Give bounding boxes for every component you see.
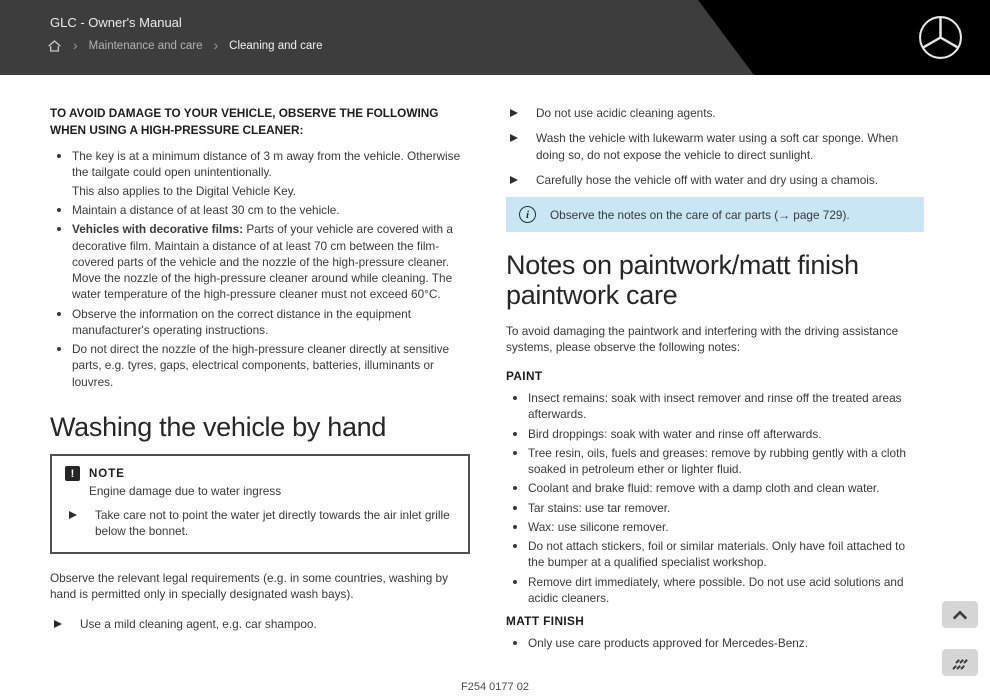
paintwork-intro-paragraph: To avoid damaging the paintwork and interfering with the driving assistance systems, please observe the following notes:	[506, 323, 899, 354]
scroll-to-top-button[interactable]	[942, 601, 978, 628]
list-item	[50, 221, 470, 302]
list-item	[506, 574, 924, 607]
chevron-right-icon: ›	[73, 37, 78, 53]
paint-bullet-list	[506, 390, 924, 606]
list-item	[50, 306, 470, 339]
legal-requirements-paragraph: Observe the relevant legal requirements (e.g. in some countries, washing by hand is permitted only in specially designated wash bays).	[50, 570, 449, 601]
list-item	[506, 635, 924, 651]
document-code: F254 0177 02	[461, 681, 529, 693]
list-item	[506, 519, 924, 535]
note-title: Engine damage due to water ingress	[89, 484, 282, 499]
instruction-item	[506, 172, 924, 188]
breadcrumb	[47, 39, 323, 53]
matt-finish-subheading: MATT FINISH	[506, 614, 585, 629]
list-item-lead: Vehicles with decorative films:	[72, 222, 244, 237]
note-header	[65, 466, 456, 481]
instruction-text: Carefully hose the vehicle off with water and dry using a chamois.	[536, 172, 879, 187]
list-item-text: Wax: use silicone remover.	[528, 519, 669, 534]
instruction-item	[50, 616, 470, 632]
left-column	[50, 105, 470, 655]
app-header	[0, 0, 990, 75]
paint-subheading: PAINT	[506, 369, 543, 384]
note-label: NOTE	[89, 467, 125, 480]
chevron-right-icon: ›	[213, 37, 219, 53]
list-item-text: Insect remains: soak with insect remover and rinse off the treated areas afterwards.	[528, 391, 902, 422]
list-item-text: Do not direct the nozzle of the high-pressure cleaner directly at sensitive parts, e.g. tyres, gaps, electrical components, batteries, illuminants or louvres.	[72, 342, 450, 389]
info-icon: i	[519, 206, 536, 223]
mercedes-star-icon	[917, 14, 964, 61]
high-pressure-warning-heading: TO AVOID DAMAGE TO YOUR VEHICLE, OBSERVE THE FOLLOWING WHEN USING A HIGH-PRESSURE CLEANER:	[50, 106, 439, 138]
breadcrumb-item-maintenance[interactable]: Maintenance and care	[88, 40, 203, 52]
info-text[interactable]: Observe the notes on the care of car parts (→ page 729).	[550, 207, 850, 222]
list-item	[50, 148, 470, 199]
arrow-bullet-icon	[69, 511, 77, 519]
list-item	[506, 538, 924, 571]
list-item-text: Maintain a distance of at least 30 cm to the vehicle.	[72, 202, 340, 217]
section-title-washing-by-hand: Washing the vehicle by hand	[50, 411, 387, 442]
list-item-text: Observe the information on the correct distance in the equipment manufacturer's operating instructions.	[72, 306, 412, 337]
list-item	[506, 500, 924, 516]
list-item-text: Tar stains: use tar remover.	[528, 500, 671, 515]
list-item	[50, 341, 470, 390]
instruction-item	[506, 105, 924, 121]
high-pressure-bullet-list	[50, 148, 470, 390]
chevron-up-icon	[950, 607, 970, 623]
arrow-bullet-icon	[54, 620, 62, 628]
list-item	[50, 202, 470, 218]
tyre-tracks-button[interactable]	[942, 649, 978, 676]
list-item-text: The key is at a minimum distance of 3 m away from the vehicle. Otherwise the tailgate could open unintentionally.	[72, 149, 461, 180]
list-item-text: Coolant and brake fluid: remove with a damp cloth and clean water.	[528, 481, 880, 496]
instruction-text: Take care not to point the water jet directly towards the air inlet grille below the bonnet.	[95, 508, 450, 539]
instruction-text: Wash the vehicle with lukewarm water using a soft car sponge. When doing so, do not expose the vehicle to direct sunlight.	[536, 131, 899, 162]
list-item	[506, 445, 924, 478]
note-box	[50, 454, 470, 554]
info-box	[506, 197, 924, 232]
list-item-text: Parts of your vehicle are covered with a decorative film. Maintain a distance of at least 70 cm between the film-covered parts of the vehicle and the nozzle of the high-pressure cleaner. Move the nozzle of the high-pressure cleaner around while cleaning. The water temperature of the high-pressure cleaner must not exceed 60°C.	[72, 222, 453, 302]
breadcrumb-item-cleaning: Cleaning and care	[229, 40, 323, 52]
home-icon[interactable]	[47, 39, 62, 53]
list-item	[506, 390, 924, 423]
list-item-text: Bird droppings: soak with water and rinse off afterwards.	[528, 426, 822, 441]
instruction-text: Use a mild cleaning agent, e.g. car shampoo.	[80, 617, 317, 632]
tyre-tracks-icon	[950, 654, 970, 672]
section-title-paintwork-care: Notes on paintwork/matt finish paintwork care	[506, 250, 859, 311]
instruction-item	[65, 507, 456, 540]
list-item-text: Remove dirt immediately, where possible. Do not use acid solutions and acidic cleaners.	[528, 574, 904, 605]
list-item	[506, 426, 924, 442]
note-warning-icon: !	[65, 466, 80, 481]
arrow-bullet-icon	[510, 176, 518, 184]
manual-title: GLC - Owner's Manual	[50, 15, 182, 30]
arrow-bullet-icon	[510, 109, 518, 117]
right-column	[506, 105, 924, 655]
matt-finish-bullet-list	[506, 635, 924, 651]
page-content	[0, 75, 990, 655]
list-item-text: Only use care products approved for Mercedes-Benz.	[528, 636, 808, 651]
arrow-bullet-icon	[510, 134, 518, 142]
list-item-text: Do not attach stickers, foil or similar materials. Only have foil attached to the bumper at a qualified specialist workshop.	[528, 539, 905, 570]
list-item-subtext: This also applies to the Digital Vehicle Key.	[72, 183, 297, 198]
instruction-text: Do not use acidic cleaning agents.	[536, 106, 716, 120]
list-item	[506, 480, 924, 496]
list-item-text: Tree resin, oils, fuels and greases: remove by rubbing gently with a cloth soaked in petroleum ether or lighter fluid.	[528, 445, 906, 477]
instruction-item	[506, 130, 924, 163]
